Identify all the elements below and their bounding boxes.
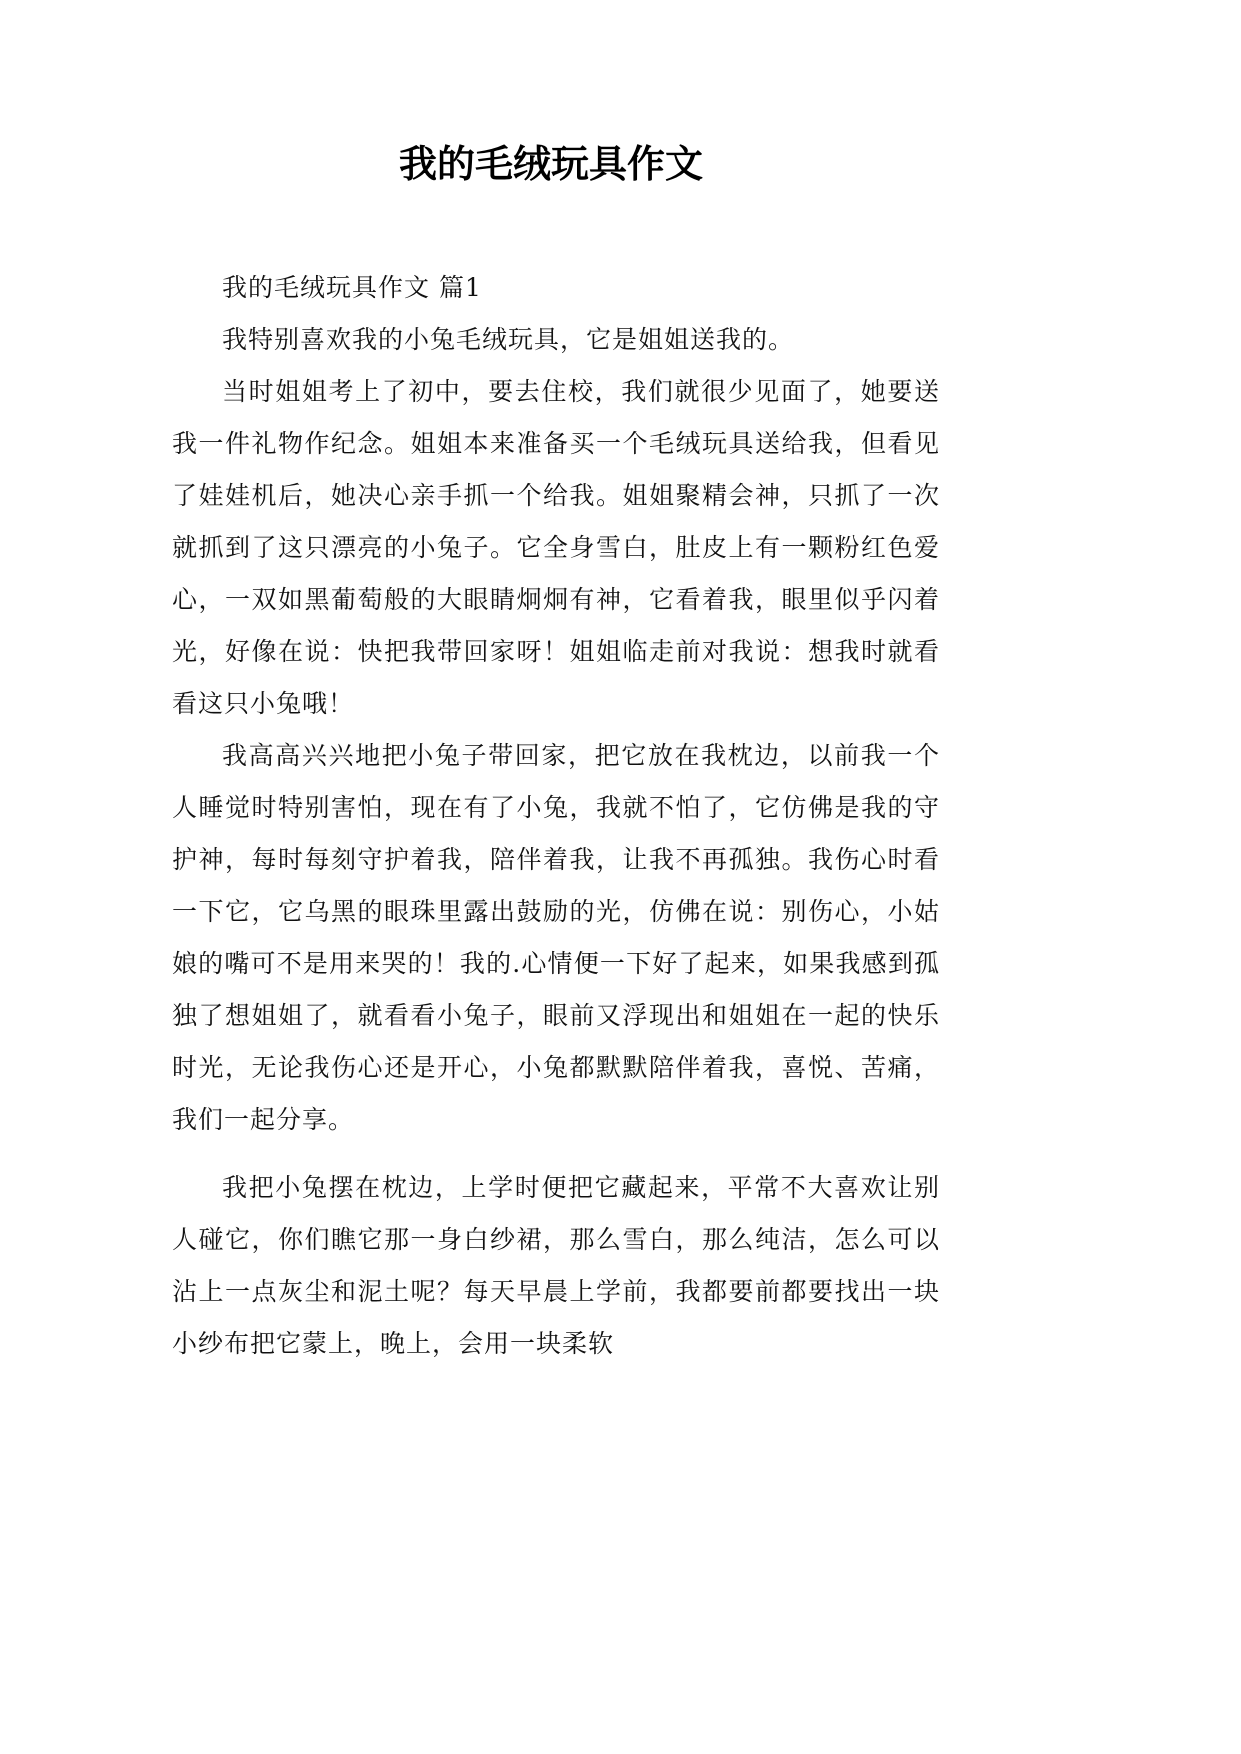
document-body — [172, 262, 940, 1370]
paragraph: 我特别喜欢我的小兔毛绒玩具，它是姐姐送我的。 — [222, 325, 795, 354]
paragraph: 当时姐姐考上了初中，要去住校，我们就很少见面了，她要送我一件礼物作纪念。姐姐本来准备买一个毛绒玩具送给我，但看见了娃娃机后，她决心亲手抓一个给我。姐姐聚精会神，只抓了一次就抓到了这只漂亮的小兔子。它全身雪白，肚皮上有一颗粉红色爱心，一双如黑葡萄般的大眼睛炯炯有神，它看着我，眼里似乎闪着光，好像在说：快把我带回家呀！姐姐临走前对我说：想我时就看看这只小兔哦！ — [172, 377, 940, 718]
section-heading: 我的毛绒玩具作文 篇1 — [222, 273, 482, 302]
paragraph: 我高高兴兴地把小兔子带回家，把它放在我枕边，以前我一个人睡觉时特别害怕，现在有了小兔，我就不怕了，它仿佛是我的守护神，每时每刻守护着我，陪伴着我，让我不再孤独。我伤心时看一下它，它乌黑的眼珠里露出鼓励的光，仿佛在说：别伤心，小姑娘的嘴可不是用来哭的！我的.心情便一下好了起来，如果我感到孤独了想姐姐了，就看看小兔子，眼前又浮现出和姐姐在一起的快乐时光，无论我伤心还是开心，小兔都默默陪伴着我，喜悦、苦痛，我们一起分享。 — [172, 741, 940, 1134]
document-title: 我的毛绒玩具作文 — [398, 141, 703, 186]
paragraph: 我把小兔摆在枕边，上学时便把它藏起来，平常不大喜欢让别人碰它，你们瞧它那一身白纱裙，那么雪白，那么纯洁，怎么可以沾上一点灰尘和泥土呢？每天早晨上学前，我都要前都要找出一块小纱布把它蒙上，晚上，会用一块柔软 — [172, 1173, 940, 1358]
